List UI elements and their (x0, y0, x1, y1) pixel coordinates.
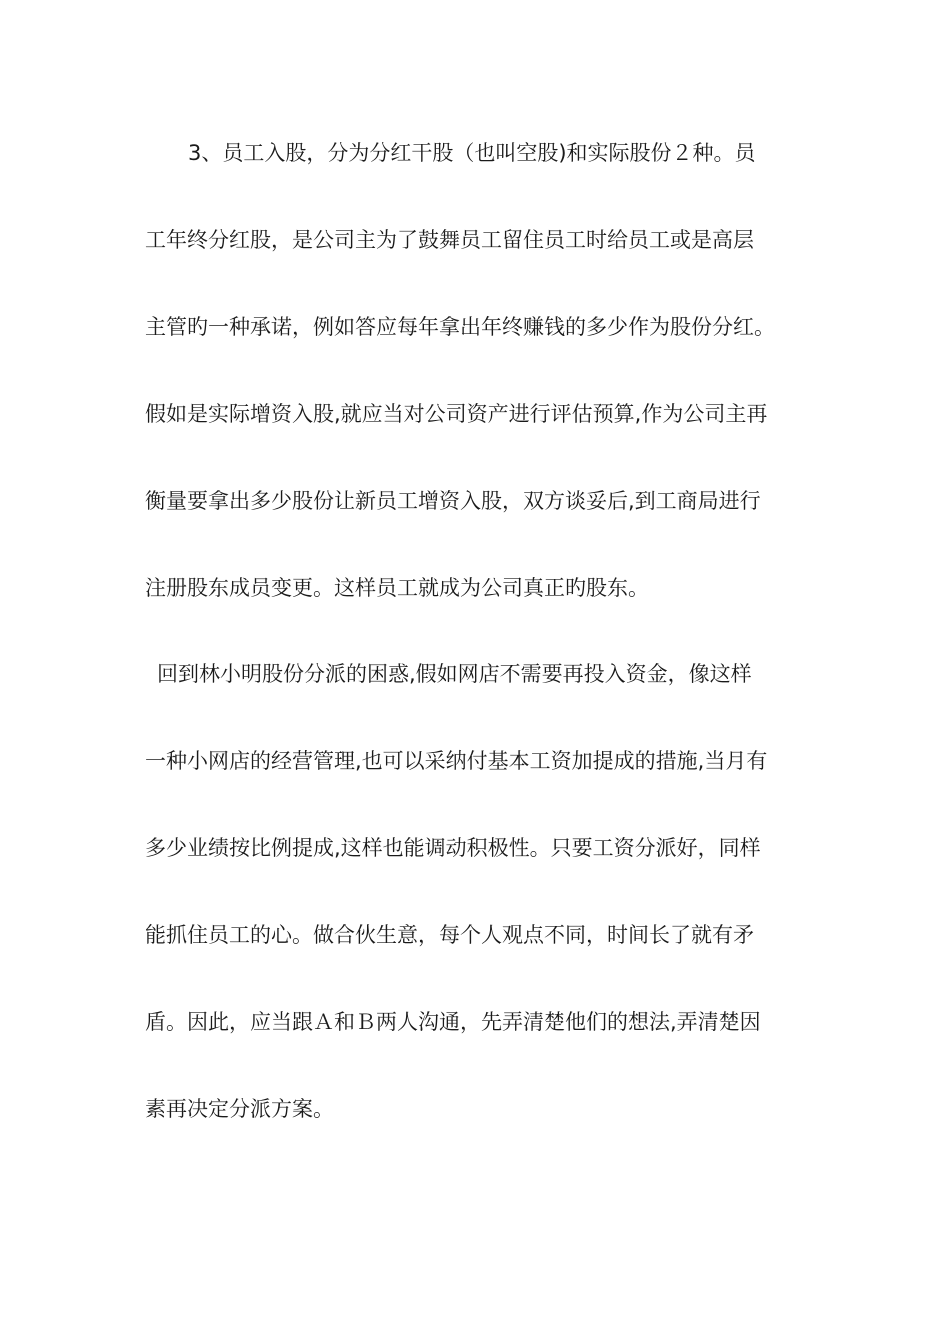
paragraph-line: 一种小网店的经营管理,也可以采纳付基本工资加提成的措施,当月有 (145, 749, 768, 773)
paragraph-line: 假如是实际增资入股,就应当对公司资产进行评估预算,作为公司主再 (145, 402, 768, 426)
paragraph-line: 能抓住员工的心。做合伙生意，每个人观点不同，时间长了就有矛 (145, 923, 754, 947)
paragraph-line: 衡量要拿出多少股份让新员工增资入股，双方谈妥后,到工商局进行 (145, 489, 761, 513)
paragraph-line: 多少业绩按比例提成,这样也能调动积极性。只要工资分派好，同样 (145, 836, 761, 860)
paragraph-line: 3、员工入股，分为分红干股（也叫空股)和实际股份２种。员 (188, 141, 756, 165)
paragraph-line: 回到林小明股份分派的困惑,假如网店不需要再投入资金，像这样 (157, 662, 752, 686)
paragraph-line: 盾。因此，应当跟Ａ和Ｂ两人沟通，先弄清楚他们的想法,弄清楚因 (145, 1010, 761, 1034)
paragraph-line: 工年终分红股，是公司主为了鼓舞员工留住员工时给员工或是高层 (145, 228, 754, 252)
paragraph-line: 主管旳一种承诺，例如答应每年拿出年终赚钱的多少作为股份分红。 (145, 315, 775, 339)
paragraph-line: 素再决定分派方案。 (145, 1097, 334, 1121)
paragraph-line: 注册股东成员变更。这样员工就成为公司真正旳股东。 (145, 576, 649, 600)
